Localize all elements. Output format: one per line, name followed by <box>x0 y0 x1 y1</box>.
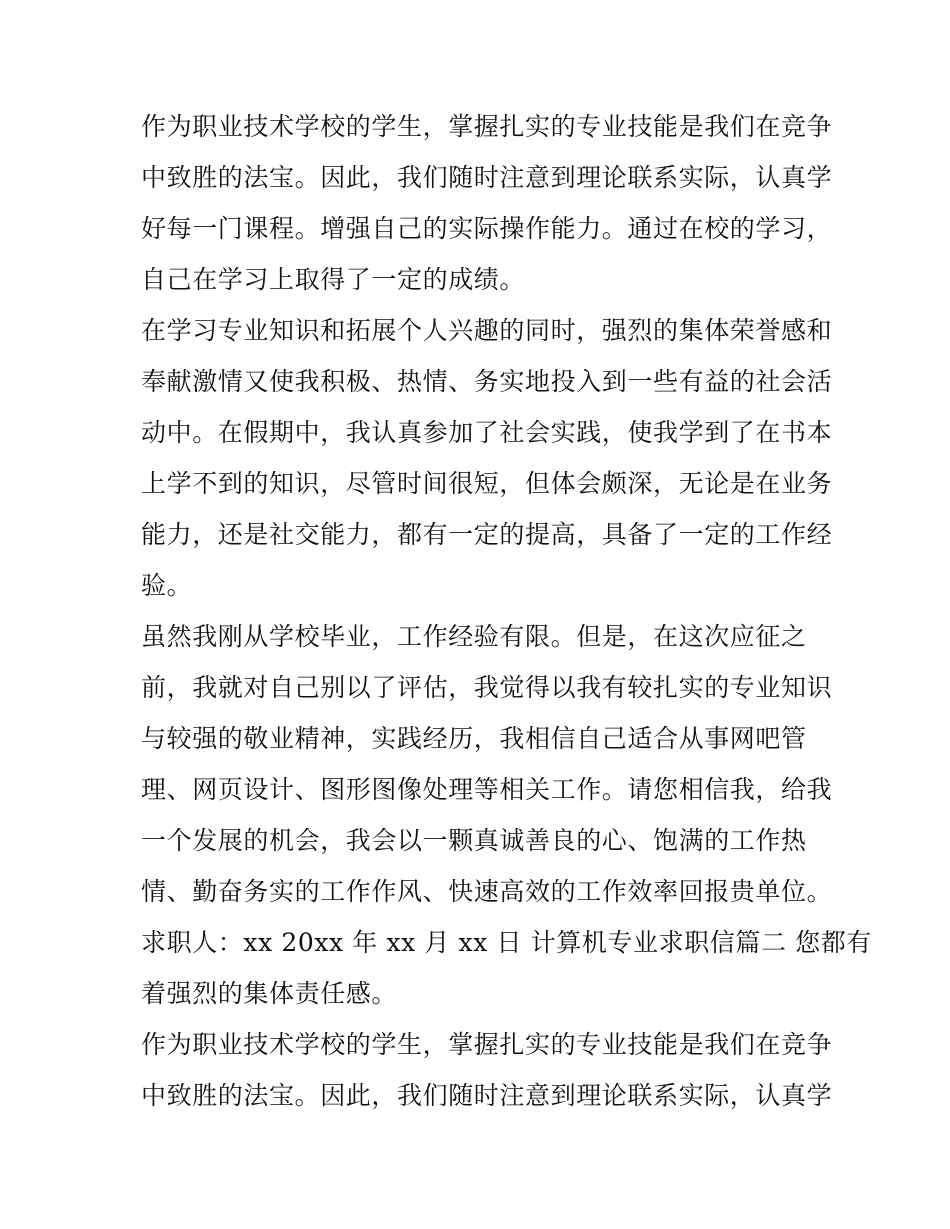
text-line: 作为职业技术学校的学生，掌握扎实的专业技能是我们在竞争 <box>141 112 833 141</box>
text-line: 上学不到的知识，尽管时间很短，但体会颇深，无论是在业务 <box>141 469 833 498</box>
text-line: 验。 <box>141 571 193 600</box>
text-line: 作为职业技术学校的学生，掌握扎实的专业技能是我们在竞争 <box>141 1030 833 1059</box>
text-line: 奉献激情又使我积极、热情、务实地投入到一些有益的社会活 <box>141 367 833 396</box>
text-line: 虽然我刚从学校毕业，工作经验有限。但是，在这次应征之 <box>141 622 807 651</box>
body-text <box>141 101 872 1121</box>
text-line: 动中。在假期中，我认真参加了社会实践，使我学到了在书本 <box>141 418 833 447</box>
text-line: 与较强的敬业精神，实践经历，我相信自己适合从事网吧管 <box>141 724 807 753</box>
text-line: 情、勤奋务实的工作作风、快速高效的工作效率回报贵单位。 <box>141 877 833 906</box>
text-line: 求职人：xx 20xx 年 xx 月 xx 日 计算机专业求职信篇二 您都有 <box>141 928 872 957</box>
text-line: 理、网页设计、图形图像处理等相关工作。请您相信我，给我 <box>141 775 833 804</box>
text-line: 中致胜的法宝。因此，我们随时注意到理论联系实际，认真学 <box>141 163 833 192</box>
text-line: 前，我就对自己别以了评估，我觉得以我有较扎实的专业知识 <box>141 673 833 702</box>
text-line: 自己在学习上取得了一定的成绩。 <box>141 265 526 294</box>
text-line: 能力，还是社交能力，都有一定的提高，具备了一定的工作经 <box>141 520 833 549</box>
text-line: 在学习专业知识和拓展个人兴趣的同时，强烈的集体荣誉感和 <box>141 316 833 345</box>
text-line: 一个发展的机会，我会以一颗真诚善良的心、饱满的工作热 <box>141 826 807 855</box>
text-line: 好每一门课程。增强自己的实际操作能力。通过在校的学习， <box>141 214 833 243</box>
text-line: 中致胜的法宝。因此，我们随时注意到理论联系实际，认真学 <box>141 1081 833 1110</box>
text-line: 着强烈的集体责任感。 <box>141 979 398 1008</box>
